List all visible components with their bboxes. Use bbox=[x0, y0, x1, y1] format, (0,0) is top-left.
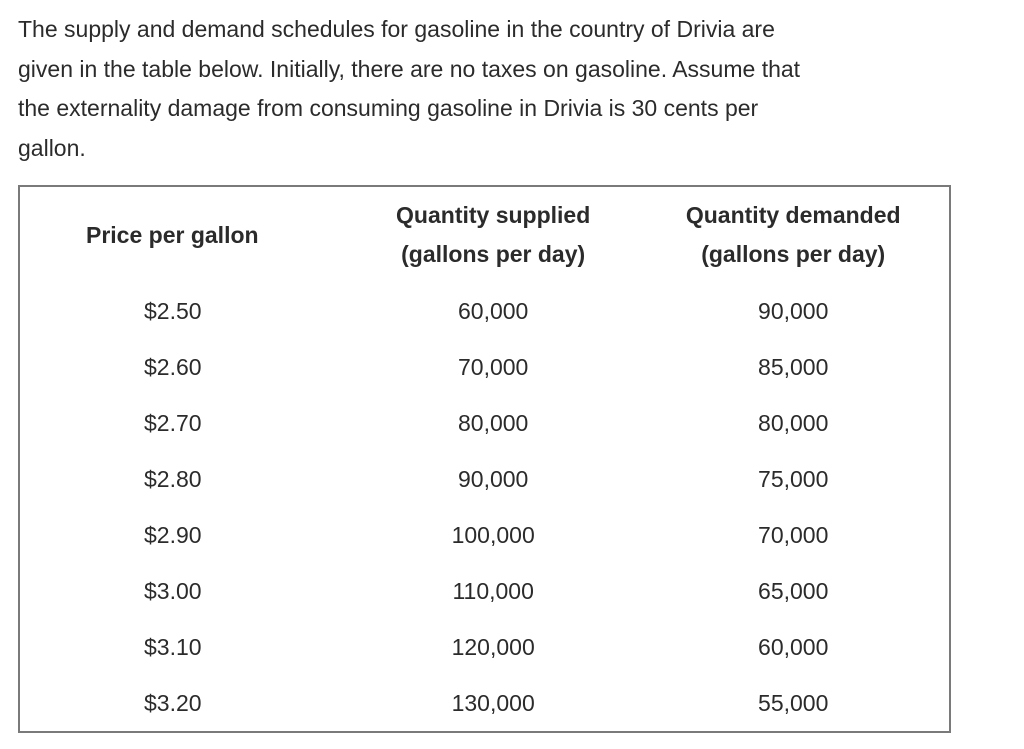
header-quantity-supplied bbox=[349, 187, 638, 283]
header-quantity-demanded-line2: (gallons per day) bbox=[701, 241, 886, 267]
cell-quantity-supplied: 120,000 bbox=[451, 633, 535, 660]
cell-price: $2.80 bbox=[144, 465, 202, 492]
table-row bbox=[20, 395, 949, 451]
cell-quantity-supplied: 60,000 bbox=[457, 297, 529, 324]
cell-price: $2.90 bbox=[144, 521, 202, 548]
table-row bbox=[20, 283, 949, 339]
table-header-row bbox=[20, 187, 949, 283]
cell-quantity-demanded: 70,000 bbox=[758, 521, 829, 548]
cell-price: $2.60 bbox=[144, 353, 202, 380]
cell-quantity-demanded: 75,000 bbox=[758, 465, 829, 492]
header-quantity-demanded-line1: Quantity demanded bbox=[685, 202, 901, 228]
cell-quantity-demanded: 80,000 bbox=[758, 409, 829, 436]
cell-quantity-supplied: 90,000 bbox=[457, 465, 529, 492]
problem-statement-line: The supply and demand schedules for gasoline in the country of Drivia are bbox=[18, 16, 775, 42]
cell-quantity-supplied: 100,000 bbox=[451, 521, 535, 548]
table-row bbox=[20, 675, 949, 731]
cell-price: $2.70 bbox=[144, 409, 202, 436]
cell-quantity-demanded: 55,000 bbox=[758, 689, 829, 716]
cell-quantity-supplied: 80,000 bbox=[457, 409, 529, 436]
cell-price: $3.10 bbox=[144, 633, 202, 660]
problem-statement-line: gallon. bbox=[18, 134, 86, 161]
header-quantity-supplied-line2: (gallons per day) bbox=[401, 241, 586, 267]
table-row bbox=[20, 451, 949, 507]
table-row bbox=[20, 619, 949, 675]
cell-quantity-demanded: 65,000 bbox=[758, 577, 829, 604]
cell-quantity-demanded: 85,000 bbox=[758, 353, 829, 380]
cell-price: $3.00 bbox=[144, 577, 202, 604]
table-row bbox=[20, 507, 949, 563]
cell-price: $2.50 bbox=[144, 297, 202, 324]
cell-quantity-supplied: 110,000 bbox=[452, 577, 534, 604]
problem-statement bbox=[18, 10, 978, 168]
cell-quantity-demanded: 60,000 bbox=[758, 633, 829, 660]
supply-demand-table bbox=[20, 187, 949, 731]
problem-statement-line: the externality damage from consuming gasoline in Drivia is 30 cents per bbox=[18, 95, 759, 121]
table-row bbox=[20, 339, 949, 395]
cell-price: $3.20 bbox=[144, 689, 202, 716]
header-quantity-supplied-line1: Quantity supplied bbox=[396, 202, 591, 228]
cell-quantity-demanded: 90,000 bbox=[758, 297, 829, 324]
cell-quantity-supplied: 130,000 bbox=[451, 689, 535, 716]
header-quantity-demanded bbox=[637, 187, 949, 283]
problem-statement-line: given in the table below. Initially, there are no taxes on gasoline. Assume that bbox=[18, 55, 801, 82]
header-price: Price per gallon bbox=[86, 221, 259, 248]
table-row bbox=[20, 563, 949, 619]
cell-quantity-supplied: 70,000 bbox=[457, 353, 529, 380]
schedule-table-frame bbox=[18, 185, 951, 733]
